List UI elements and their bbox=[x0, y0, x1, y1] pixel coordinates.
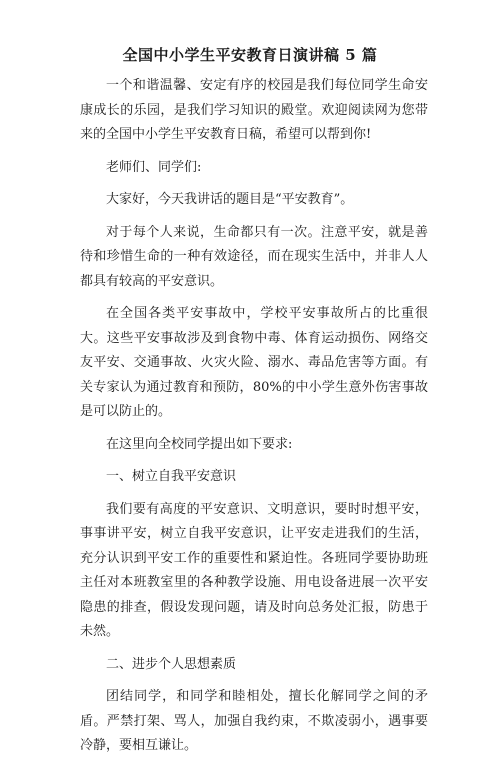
greeting-paragraph: 大家好，今天我讲话的题目是“平安教育”。 bbox=[106, 192, 354, 207]
document-body bbox=[80, 74, 428, 767]
body-paragraph: 我们要有高度的平安意识、文明意识，要时时想平安，事事讲平安，树立自我平安意识，让平安走进我们的生活，充分认识到平安工作的重要性和紧迫性。各班同学要协助班主任对本班教室里的各种教学设施、用电设备进展一次平安隐患的排查，假设发现问题，请及时向总务处汇报，防患于未然。 bbox=[80, 501, 428, 639]
section-heading: 二、进步个人思想素质 bbox=[106, 656, 237, 672]
body-paragraph: 在全国各类平安事故中，学校平安事故所占的比重很大。这些平安事故涉及到食物中毒、体育运动损伤、网络交友平安、交通事故、火灾火险、溺水、毒品危害等方面。有关专家认为通过教育和预防，80%的中小学生意外伤害事故是可以防止的。 bbox=[80, 306, 428, 419]
body-paragraph: 在这里向全校同学提出如下要求: bbox=[106, 436, 293, 452]
intro-paragraph: 一个和谐温馨、安定有序的校园是我们每位同学生命安康成长的乐园，是我们学习知识的殿堂。欢迎阅读网为您带来的全国中小学生平安教育日稿，希望可以帮到你! bbox=[80, 78, 428, 142]
salutation: 老师们、同学们: bbox=[106, 159, 202, 175]
section-heading: 一、树立自我平安意识 bbox=[106, 469, 237, 484]
body-paragraph: 对于每个人来说，生命都只有一次。注意平安，就是善待和珍惜生命的一种有效途径，而在现实生活中，并非人人都具有较高的平安意识。 bbox=[80, 224, 428, 289]
document-title: 全国中小学生平安教育日演讲稿 5 篇 bbox=[122, 46, 378, 64]
body-paragraph: 团结同学，和同学和睦相处，擅长化解同学之间的矛盾。严禁打架、骂人，加强自我约束，不欺凌弱小，遇事要冷静，要相互谦让。 bbox=[80, 689, 428, 753]
